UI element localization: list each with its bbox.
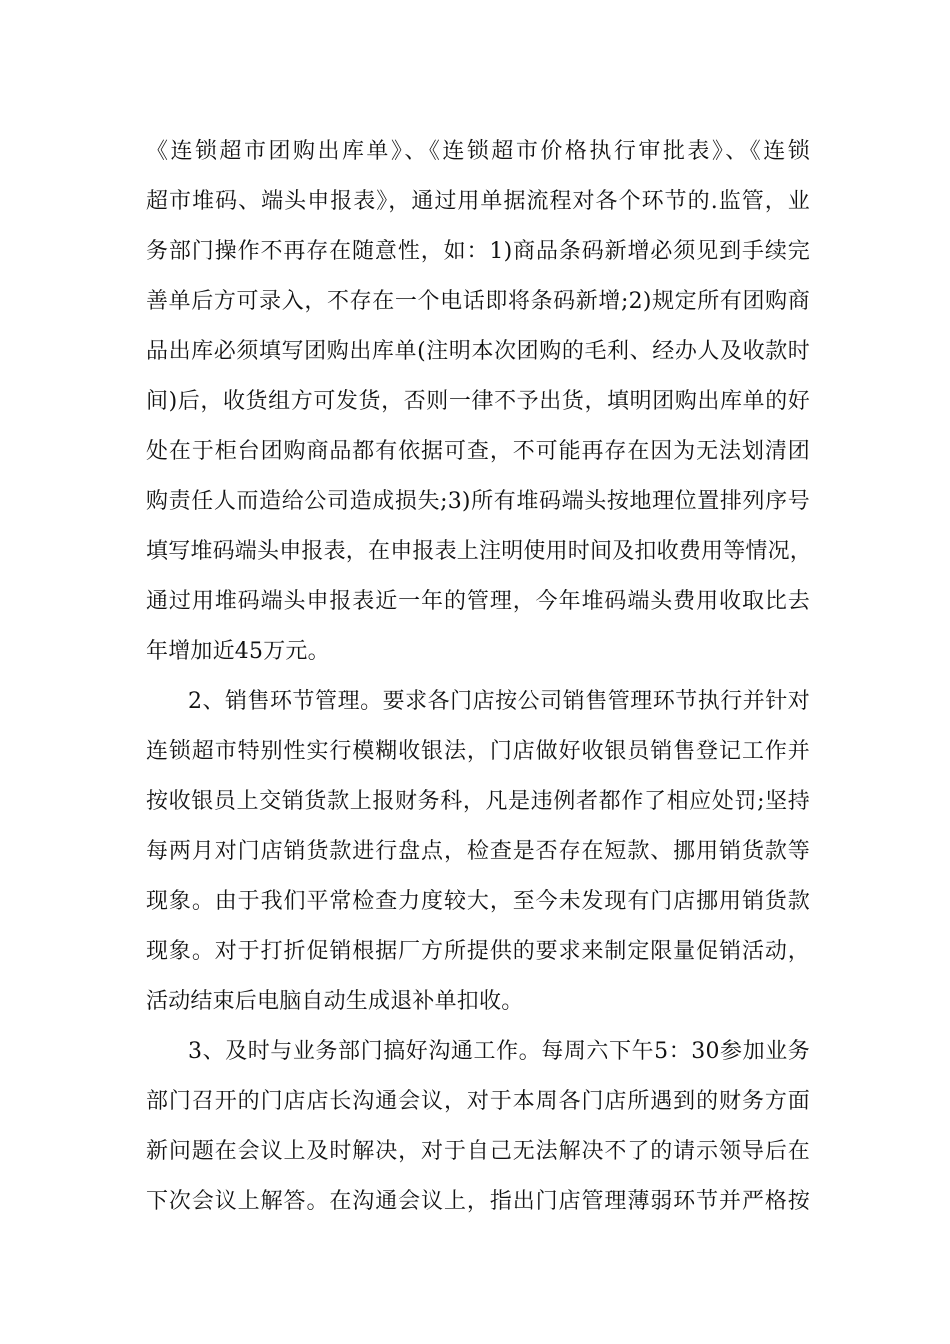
text-line: 现象。由于我们平常检查力度较大，至今未发现有门店挪用销货款 [146, 889, 810, 914]
text-line: 品出库必须填写团购出库单(注明本次团购的毛利、经办人及收款时 [146, 339, 810, 364]
text-line: 下次会议上解答。在沟通会议上，指出门店管理薄弱环节并严格按 [146, 1189, 810, 1214]
text-line: 活动结束后电脑自动生成退补单扣收。 [146, 989, 524, 1014]
text-line: 现象。对于打折促销根据厂方所提供的要求来制定限量促销活动， [146, 939, 810, 964]
text-line: 通过用堆码端头申报表近一年的管理，今年堆码端头费用收取比去 [146, 589, 810, 614]
text-line: 《连锁超市团购出库单》、《连锁超市价格执行审批表》、《连锁 [146, 139, 810, 164]
text-line: 间)后，收货组方可发货，否则一律不予出货，填明团购出库单的好 [146, 389, 810, 414]
text-line: 超市堆码、端头申报表》，通过用单据流程对各个环节的.监管，业 [146, 189, 810, 214]
text-line: 购责任人而造给公司造成损失;3)所有堆码端头按地理位置排列序号 [146, 489, 810, 514]
paragraph-start-line: 2、销售环节管理。要求各门店按公司销售管理环节执行并针对 [188, 689, 810, 714]
text-line: 按收银员上交销货款上报财务科，凡是违例者都作了相应处罚;坚持 [146, 789, 810, 814]
paragraph-start-line: 3、及时与业务部门搞好沟通工作。每周六下午5：30参加业务 [188, 1039, 810, 1064]
text-line: 连锁超市特别性实行模糊收银法，门店做好收银员销售登记工作并 [146, 739, 810, 764]
text-line: 新问题在会议上及时解决，对于自己无法解决不了的请示领导后在 [146, 1139, 810, 1164]
text-line: 部门召开的门店店长沟通会议，对于本周各门店所遇到的财务方面 [146, 1089, 810, 1114]
text-line: 务部门操作不再存在随意性，如：1)商品条码新增必须见到手续完 [146, 239, 810, 264]
text-line: 善单后方可录入，不存在一个电话即将条码新增;2)规定所有团购商 [146, 289, 810, 314]
text-line: 每两月对门店销货款进行盘点，检查是否存在短款、挪用销货款等 [146, 839, 810, 864]
text-line: 填写堆码端头申报表，在申报表上注明使用时间及扣收费用等情况， [146, 539, 813, 564]
text-line: 年增加近45万元。 [146, 639, 330, 664]
text-line: 处在于柜台团购商品都有依据可查，不可能再存在因为无法划清团 [146, 439, 810, 464]
